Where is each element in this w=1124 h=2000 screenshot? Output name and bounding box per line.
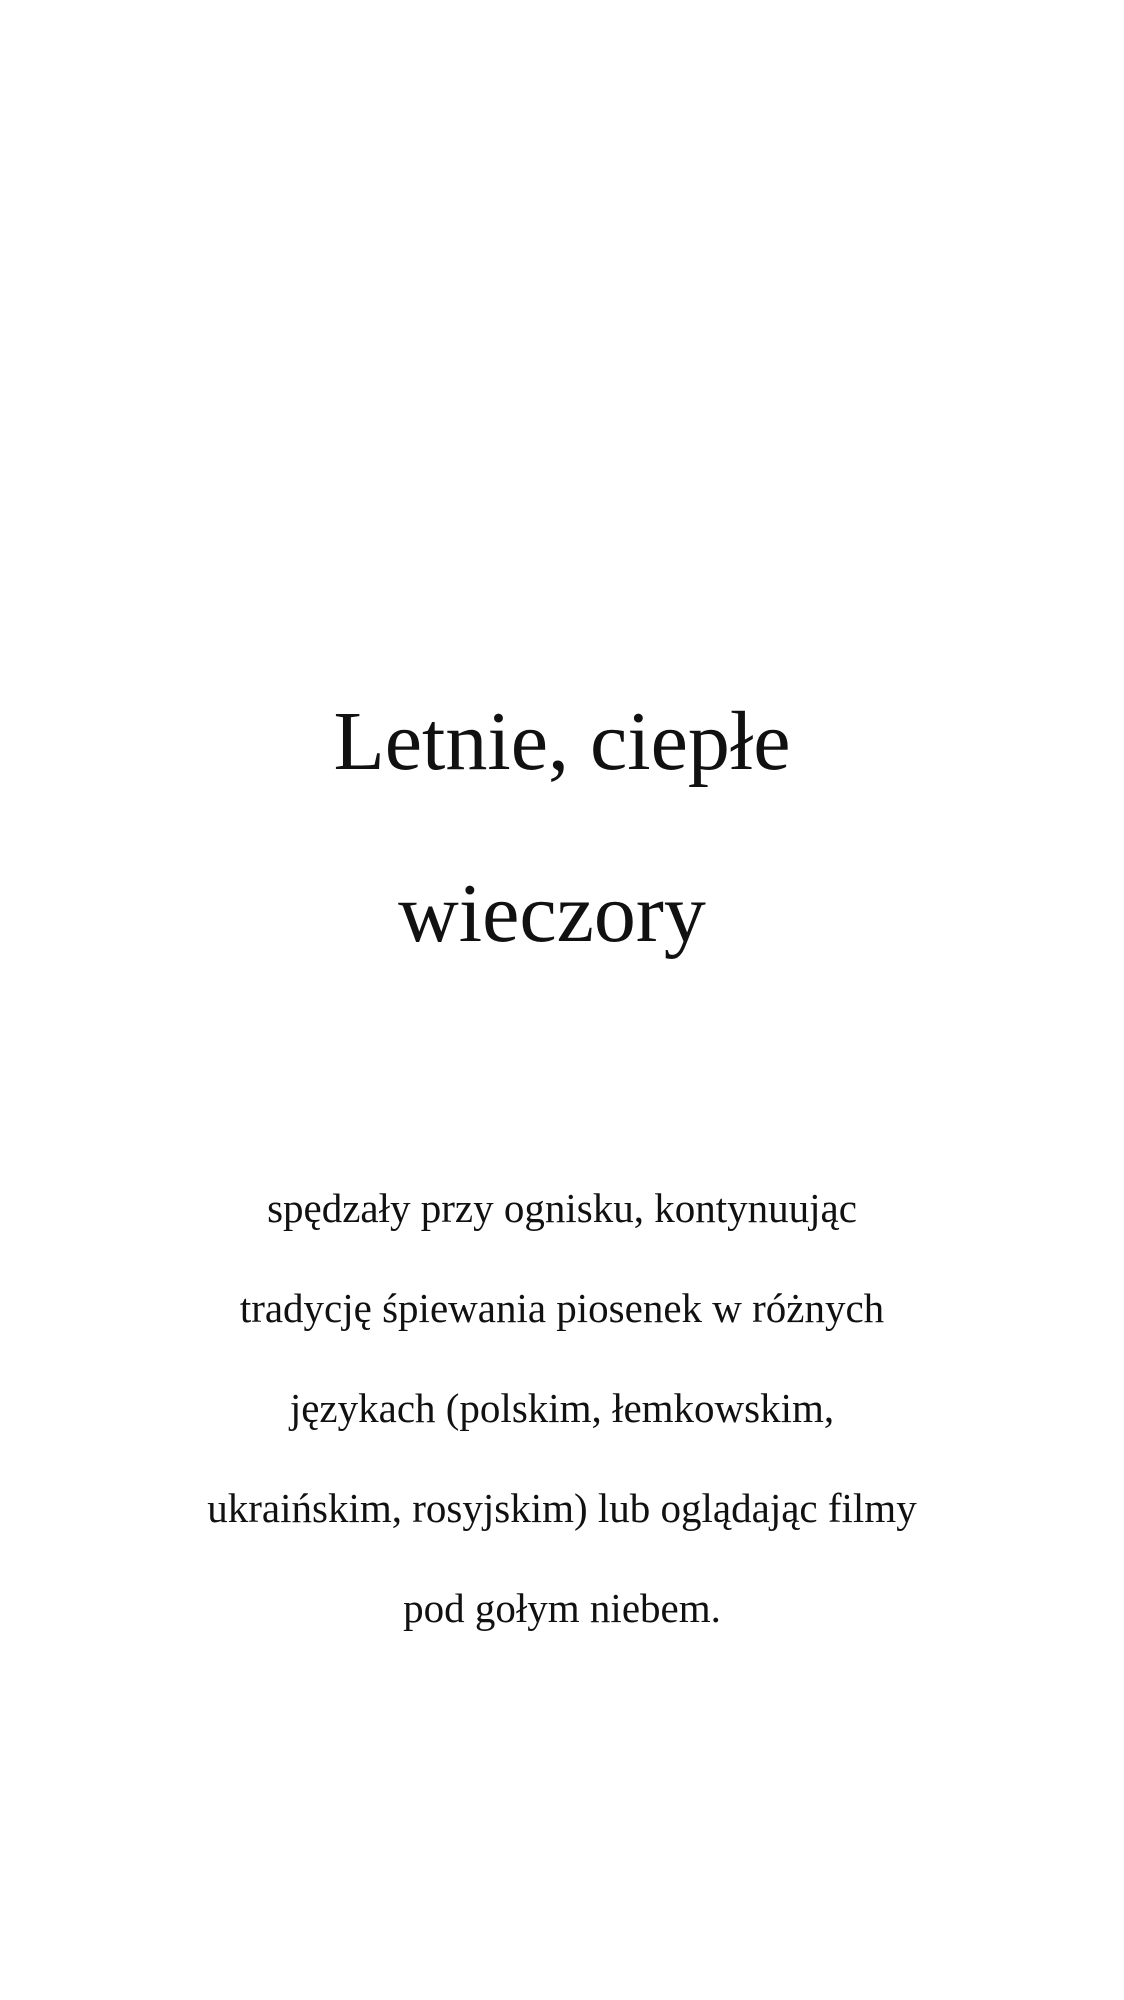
body-line-5: pod gołym niebem. <box>403 1585 721 1631</box>
body-line-4: ukraińskim, rosyjskim) lub oglądając filmy <box>207 1485 917 1531</box>
body-line-3: językach (polskim, łemkowskim, <box>289 1385 835 1431</box>
body-line-2: tradycję śpiewania piosenek w różnych <box>239 1285 885 1331</box>
heading-line-2: wieczory <box>398 867 706 960</box>
heading-line-1: Letnie, ciepłe <box>333 695 791 788</box>
body-paragraph <box>0 1158 1124 1658</box>
body-line-1: spędzały przy ognisku, kontynuując <box>267 1185 857 1231</box>
